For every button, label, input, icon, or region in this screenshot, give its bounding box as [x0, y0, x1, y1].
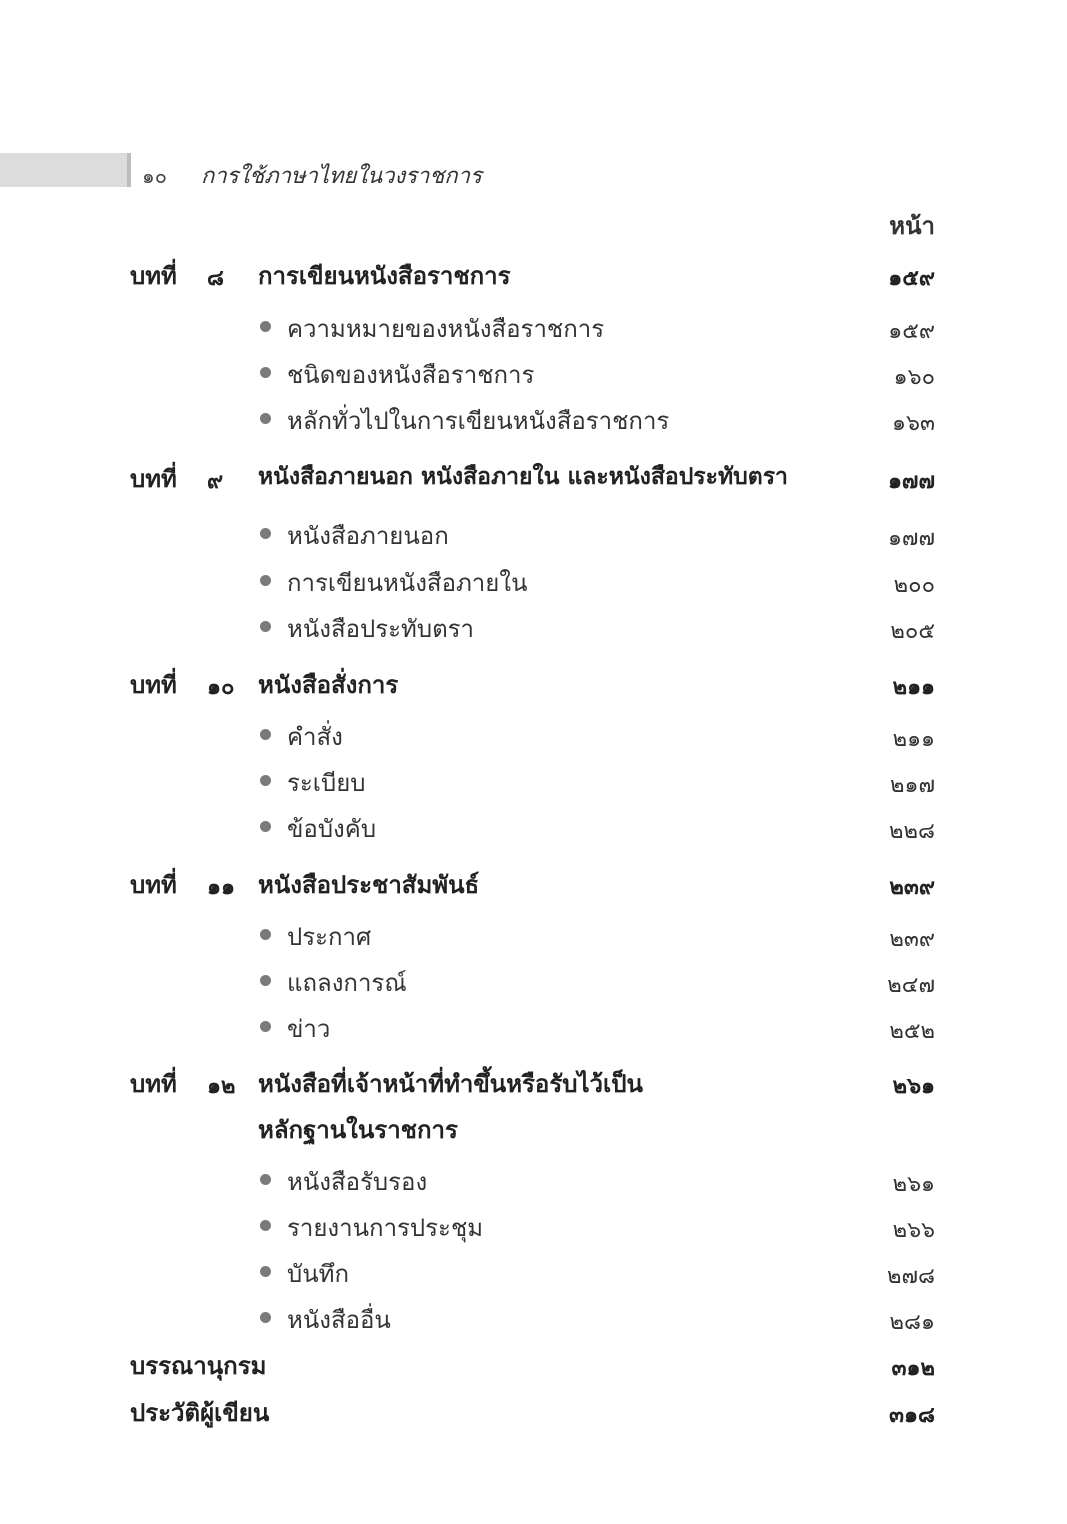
section-page: ๒๒๘ — [889, 819, 935, 844]
end-matter-page: ๓๑๘ — [889, 1403, 935, 1428]
running-page-number: ๑๐ — [142, 164, 167, 188]
section-page: ๒๐๕ — [890, 619, 935, 644]
section-page: ๒๐๐ — [893, 573, 935, 598]
chapter-label: บทที่ — [130, 1070, 177, 1098]
section-page: ๒๗๘ — [886, 1264, 935, 1289]
chapter-page: ๒๑๑ — [892, 675, 935, 700]
end-matter-title: ประวัติผู้เขียน — [130, 1399, 270, 1427]
section-title: ข้อบังคับ — [287, 815, 377, 843]
section-title: ความหมายของหนังสือราชการ — [287, 315, 605, 343]
chapter-page: ๑๗๗ — [887, 469, 935, 494]
end-matter-title: บรรณานุกรม — [130, 1352, 267, 1380]
section-title: หนังสือรับรอง — [287, 1168, 428, 1196]
chapter-label: บทที่ — [130, 465, 177, 493]
chapter-number: ๑๐ — [207, 675, 235, 700]
section-title: การเขียนหนังสือภายใน — [287, 569, 528, 597]
section-page: ๒๘๑ — [889, 1310, 935, 1335]
bullet-icon — [260, 621, 271, 632]
bullet-icon — [260, 775, 271, 786]
bullet-icon — [260, 1312, 271, 1323]
bullet-icon — [260, 1174, 271, 1185]
section-title: ข่าว — [287, 1015, 331, 1043]
section-title: แถลงการณ์ — [287, 969, 407, 997]
section-page: ๒๕๒ — [889, 1019, 935, 1044]
bullet-icon — [260, 413, 271, 424]
section-title: ชนิดของหนังสือราชการ — [287, 361, 535, 389]
chapter-number: ๘ — [207, 266, 224, 291]
section-title: ประกาศ — [287, 923, 372, 951]
chapter-number: ๑๒ — [207, 1074, 236, 1099]
bullet-icon — [260, 1220, 271, 1231]
chapter-page: ๒๖๑ — [892, 1074, 935, 1099]
chapter-label: บทที่ — [130, 671, 177, 699]
bullet-icon — [260, 975, 271, 986]
section-page: ๒๖๑ — [892, 1172, 935, 1197]
section-title: บันทึก — [287, 1260, 349, 1288]
chapter-label: บทที่ — [130, 871, 177, 899]
page-column-label: หน้า — [889, 212, 935, 240]
chapter-title: หนังสือที่เจ้าหน้าที่ทำขึ้นหรือรับไว้เป็น — [258, 1070, 643, 1098]
bullet-icon — [260, 575, 271, 586]
chapter-label: บทที่ — [130, 262, 177, 290]
section-title: หลักทั่วไปในการเขียนหนังสือราชการ — [287, 407, 670, 435]
chapter-page: ๒๓๙ — [889, 875, 935, 900]
section-page: ๒๑๗ — [889, 773, 935, 798]
chapter-title: หนังสือประชาสัมพันธ์ — [258, 871, 480, 899]
section-page: ๒๑๑ — [892, 727, 935, 752]
chapter-title: หนังสือสั่งการ — [258, 671, 399, 699]
section-title: หนังสือประทับตรา — [287, 615, 475, 643]
section-page: ๑๖๓ — [892, 411, 935, 436]
section-page: ๑๗๗ — [887, 526, 935, 551]
end-matter-page: ๓๑๒ — [891, 1356, 935, 1381]
bullet-icon — [260, 929, 271, 940]
section-page: ๒๖๖ — [892, 1218, 935, 1243]
section-page: ๒๔๗ — [887, 973, 935, 998]
chapter-page: ๑๕๙ — [888, 266, 935, 291]
section-title: รายงานการประชุม — [287, 1214, 484, 1242]
bullet-icon — [260, 367, 271, 378]
bullet-icon — [260, 321, 271, 332]
chapter-title: หนังสือภายนอก หนังสือภายใน และหนังสือประทับตรา — [258, 464, 788, 490]
chapter-number: ๑๑ — [207, 875, 235, 900]
chapter-title: การเขียนหนังสือราชการ — [258, 262, 511, 290]
running-book-title: การใช้ภาษาไทยในวงราชการ — [201, 164, 482, 189]
section-page: ๑๖๐ — [893, 365, 935, 390]
bullet-icon — [260, 528, 271, 539]
bullet-icon — [260, 821, 271, 832]
bullet-icon — [260, 1021, 271, 1032]
section-title: หนังสืออื่น — [287, 1306, 391, 1334]
bullet-icon — [260, 729, 271, 740]
section-title: คำสั่ง — [287, 723, 343, 751]
section-title: ระเบียบ — [287, 769, 366, 797]
chapter-number: ๙ — [207, 469, 224, 494]
section-title: หนังสือภายนอก — [287, 522, 449, 550]
chapter-title-line2: หลักฐานในราชการ — [258, 1116, 458, 1144]
bullet-icon — [260, 1266, 271, 1277]
section-page: ๒๓๙ — [889, 927, 935, 952]
section-page: ๑๕๙ — [888, 319, 935, 344]
